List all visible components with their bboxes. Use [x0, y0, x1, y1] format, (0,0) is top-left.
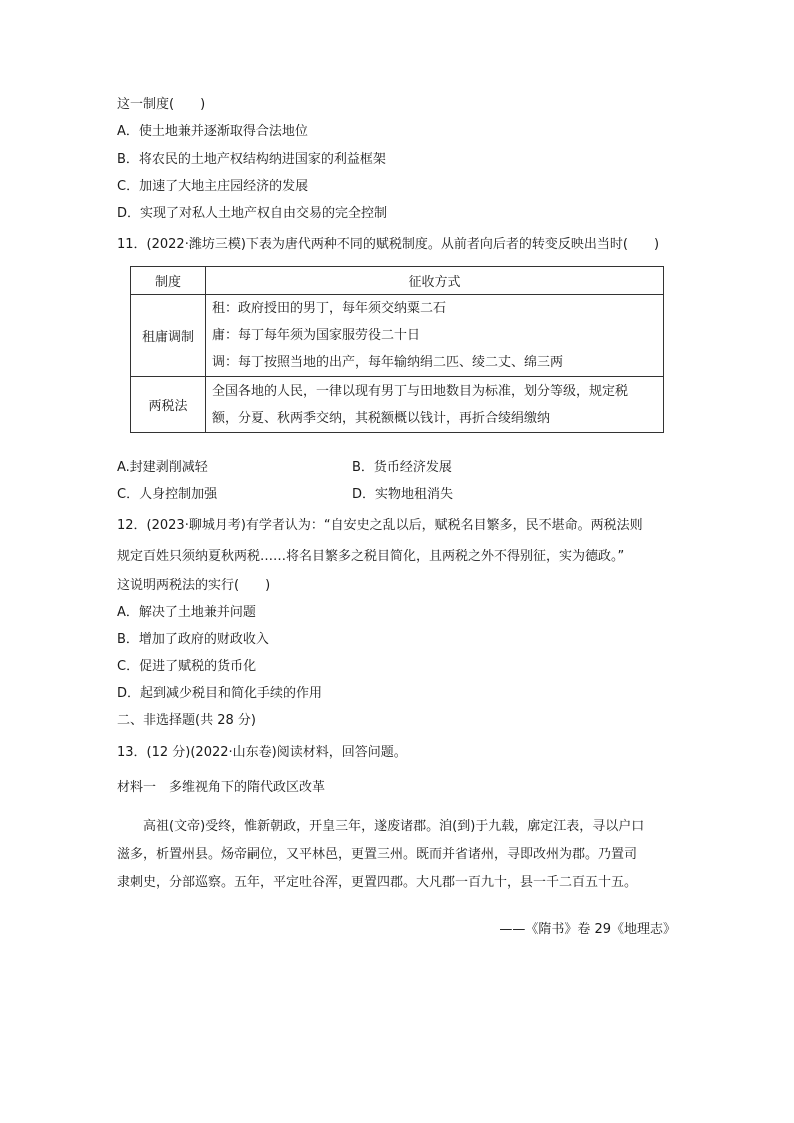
q12-option-b: B．增加了政府的财政收入 [117, 632, 269, 647]
material-line: 隶刺史，分部巡察。五年，平定吐谷浑，更置四郡。大凡郡一百九十，县一千二百五十五。 [117, 875, 638, 890]
table-cell-method [206, 295, 664, 377]
method-line: 租：政府授田的男丁，每年须交纳粟二石 [212, 301, 447, 316]
section-title: 二、非选择题(共 28 分) [117, 713, 256, 728]
material-source: ——《隋书》卷 29《地理志》 [499, 922, 676, 937]
table-cell-method [206, 377, 664, 433]
q11-option-b: B．货币经济发展 [352, 460, 452, 475]
q11-option-a: A.封建剥削减轻 [117, 460, 208, 475]
q12-option-d: D．起到减少税目和简化手续的作用 [117, 686, 323, 701]
table-header-system: 制度 [131, 267, 206, 295]
material-line: 高祖(文帝)受终，惟新朝政，开皇三年，遂废诸郡。洎(到)于九载，廓定江表，寻以户口 [143, 819, 645, 834]
q11-option-c: C．人身控制加强 [117, 487, 218, 502]
q10-option-a: A．使土地兼并逐渐取得合法地位 [117, 124, 308, 139]
method-line: 调：每丁按照当地的出产，每年输纳绢二匹、绫二丈、绵三两 [212, 355, 564, 370]
q10-option-b: B．将农民的土地产权结构纳进国家的利益框架 [117, 152, 386, 167]
q12-option-a: A．解决了土地兼并问题 [117, 605, 256, 620]
q12-option-c: C．促进了赋税的货币化 [117, 659, 257, 674]
table-row [131, 377, 664, 433]
tax-system-table [130, 266, 664, 433]
q12-stem-line-2: 规定百姓只须纳夏秋两税……将名目繁多之税目简化，且两税之外不得别征，实为德政。” [117, 549, 625, 564]
q12-stem-line-3: 这说明两税法的实行( ) [117, 578, 271, 593]
q10-option-c: C．加速了大地主庄园经济的发展 [117, 179, 309, 194]
q10-stem: 这一制度( ) [117, 97, 206, 112]
table-row [131, 295, 664, 377]
method-line: 庸：每丁每年须为国家服劳役二十日 [212, 328, 421, 343]
q11-option-d: D．实物地租消失 [352, 487, 454, 502]
material-title: 材料一 多维视角下的隋代政区改革 [117, 780, 326, 795]
method-line: 全国各地的人民，一律以现有男丁与田地数目为标准，划分等级，规定税 [212, 383, 629, 399]
q13-stem: 13．(12 分)(2022·山东卷)阅读材料，回答问题。 [117, 745, 407, 760]
q11-stem: 11．(2022·潍坊三模)下表为唐代两种不同的赋税制度。从前者向后者的转变反映出当时( ) [117, 237, 660, 252]
material-passage [117, 813, 677, 897]
q12-stem-line-1: 12．(2023·聊城月考)有学者认为：“自安史之乱以后，赋税名目繁多，民不堪命。两税法则 [117, 518, 643, 533]
q10-option-d: D．实现了对私人土地产权自由交易的完全控制 [117, 206, 388, 221]
table-cell-system: 租庸调制 [131, 295, 206, 377]
table-header-method: 征收方式 [206, 267, 664, 295]
material-line: 滋多，析置州县。炀帝嗣位，又平林邑，更置三州。既而并省诸州，寻即改州为郡。乃置司 [117, 847, 638, 862]
method-line: 额，分夏、秋两季交纳，其税额概以钱计，再折合绫绢缴纳 [212, 410, 551, 426]
table-cell-system: 两税法 [131, 377, 206, 433]
